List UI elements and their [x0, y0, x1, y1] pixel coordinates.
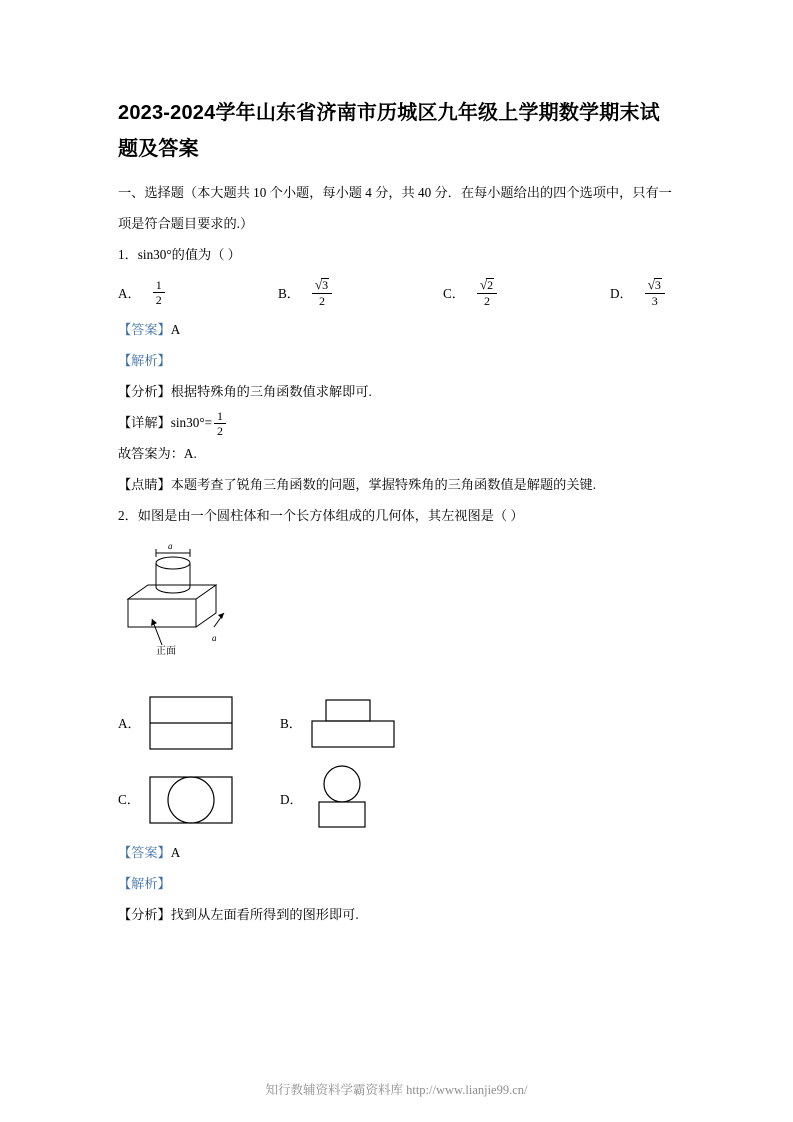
dianjing-text: 本题考查了锐角三角函数的问题，掌握特殊角的三角函数值是解题的关键. — [170, 476, 597, 492]
option-c-label: C． — [443, 286, 465, 302]
option-row-2 — [118, 761, 675, 837]
answer-tag: 【答案】 — [118, 321, 171, 337]
question-1-options — [118, 278, 675, 308]
option-c — [443, 278, 610, 308]
question-2-figure — [118, 541, 675, 671]
question-2-stem: 2．如图是由一个圆柱体和一个长方体组成的几何体，其左视图是（ ） — [118, 507, 524, 523]
svg-text:正面: 正面 — [156, 645, 176, 657]
question-1-answer — [118, 314, 675, 345]
option-a — [118, 279, 278, 307]
xiangjie-fraction: $\frac{1}{2}$ — [214, 410, 226, 438]
fenxi-text: 根据特殊角的三角函数值求解即可. — [170, 383, 372, 399]
xiangjie-tag: 【详解】 — [118, 414, 171, 430]
question-2-answer — [118, 837, 675, 868]
question-2-analysis-tag: 【解析】 — [118, 875, 171, 891]
circle-above-rect-icon — [306, 764, 416, 834]
option-a-label: A． — [118, 716, 141, 732]
option-d-label: D． — [280, 792, 303, 808]
option-d-value: √ 3 3 — [645, 278, 665, 308]
svg-text:a: a — [168, 540, 173, 551]
rect-with-inscribed-circle-icon — [144, 768, 244, 830]
question-1-fenxi — [118, 376, 675, 407]
question-1-xiangjie — [118, 407, 675, 438]
option-d — [610, 278, 667, 308]
option-c-value: √ 2 2 — [477, 278, 497, 308]
svg-text:a: a — [212, 632, 217, 643]
rect-with-small-rect-on-top-icon — [306, 692, 416, 754]
option-c — [118, 768, 280, 830]
page-title: 2023-2024学年山东省济南市历城区九年级上学期数学期末试题及答案 — [118, 102, 660, 160]
option-a-label: A． — [118, 286, 141, 302]
answer-value: A — [170, 844, 181, 860]
rect-split-horizontal-icon — [144, 692, 244, 754]
option-b — [280, 692, 416, 754]
section-intro: 一、选择题（本大题共 10 个小题，每小题 4 分，共 40 分．在每小题给出的四个选项中，只有一项是符合题目要求的.） — [118, 185, 672, 231]
question-1-dianjing — [118, 469, 675, 500]
option-d-label: D． — [610, 286, 633, 302]
dianjing-tag: 【点睛】 — [118, 476, 171, 492]
watermark: 知行教辅资料学霸资料库 http://www.lianjie99.cn/ — [265, 1083, 528, 1097]
answer-tag: 【答案】 — [118, 844, 171, 860]
option-d — [280, 764, 416, 834]
option-b-value: √ 3 2 — [312, 278, 332, 308]
option-c-label: C． — [118, 792, 140, 808]
question-2-fenxi — [118, 899, 675, 930]
question-1-stem: 1．sin30°的值为（ ） — [118, 247, 241, 262]
option-a-value: $\frac{1}{2}$ — [153, 279, 165, 307]
answer-value: A — [170, 321, 181, 337]
fenxi-text: 找到从左面看所得到的图形即可. — [170, 906, 359, 922]
option-a — [118, 692, 280, 754]
option-row-1 — [118, 685, 675, 761]
fenxi-tag: 【分析】 — [118, 906, 171, 922]
option-b — [278, 278, 443, 308]
composite-solid-figure — [118, 541, 378, 671]
fenxi-tag: 【分析】 — [118, 383, 171, 399]
question-2-options — [118, 685, 675, 837]
option-b-label: B． — [280, 716, 302, 732]
option-b-label: B． — [278, 286, 300, 302]
xiangjie-text: sin30°= — [170, 414, 213, 430]
question-1-analysis-tag: 【解析】 — [118, 352, 171, 368]
question-1-conclusion: 故答案为：A. — [118, 445, 197, 461]
